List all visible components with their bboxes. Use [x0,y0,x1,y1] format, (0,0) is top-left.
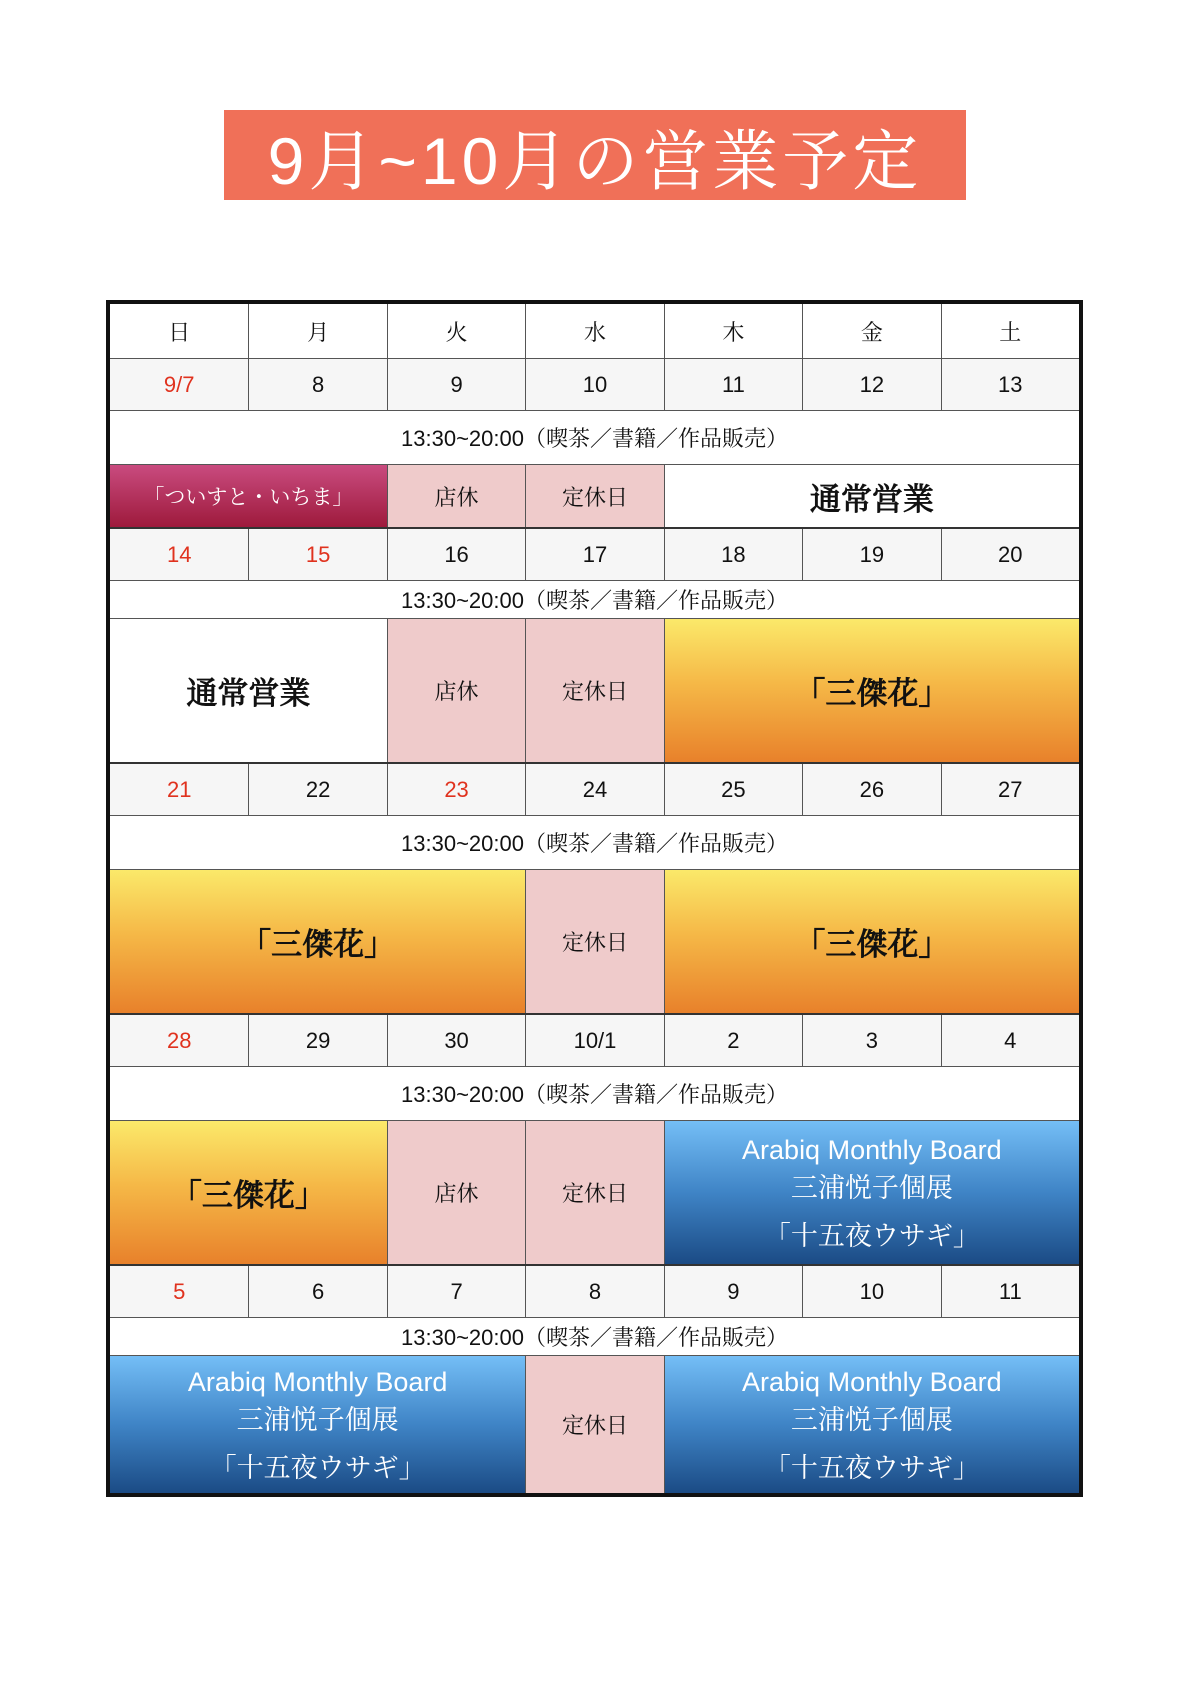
business-hours: 13:30~20:00（喫茶／書籍／作品販売） [401,426,788,451]
date-cell-holiday: 14 [166,541,192,567]
date-cell: 11 [941,1266,1079,1317]
date-cell: 7 [387,1266,525,1317]
hours-row [110,1067,1079,1121]
date-cell: 10 [802,1266,940,1317]
event-row [110,1356,1079,1493]
date-cell: 12 [802,359,940,410]
weekday-wed: 水 [525,304,663,358]
schedule-calendar [106,300,1083,1497]
date-cell-holiday: 15 [248,529,386,580]
date-cell-holiday: 9/7 [163,371,195,397]
weekday-mon: 月 [248,304,386,358]
weekday-header-row [110,304,1079,359]
date-cell: 13 [941,359,1079,410]
event-sanketsuka: 「三傑花」 [110,870,525,1013]
weekday-sun: 日 [168,319,191,345]
event-store-closed: 店休 [387,619,525,762]
event-twist-ichima: 「ついすと・いちま」 [110,465,387,527]
event-regular-holiday: 定休日 [525,465,663,527]
hours-row [110,581,1079,619]
date-cell: 6 [248,1266,386,1317]
week-1 [110,359,1079,529]
event-sanketsuka: 「三傑花」 [664,870,1079,1013]
hours-row [110,411,1079,465]
date-cell: 27 [941,764,1079,815]
date-cell: 10 [525,359,663,410]
event-arabiq-exhibition [110,1356,525,1493]
week-2 [110,529,1079,764]
date-cell: 8 [248,359,386,410]
business-hours: 13:30~20:00（喫茶／書籍／作品販売） [401,1082,788,1107]
exhibition-artist: 三浦悦子個展 [236,1404,399,1435]
date-cell: 10/1 [525,1015,663,1066]
date-cell: 9 [387,359,525,410]
date-cell-holiday: 21 [166,776,192,802]
weekday-fri: 金 [802,304,940,358]
event-regular-holiday: 定休日 [525,1356,663,1493]
page-title-text: 9月~10月の営業予定 [267,123,923,198]
event-regular-holiday: 定休日 [525,619,663,762]
week-3 [110,764,1079,1015]
event-row [110,465,1079,529]
date-cell: 20 [941,529,1079,580]
exhibition-board-name: Arabiq Monthly Board [187,1366,448,1397]
date-cell: 11 [664,359,802,410]
date-cell: 2 [664,1015,802,1066]
event-row [110,870,1079,1015]
date-cell: 29 [248,1015,386,1066]
date-cell-holiday: 23 [387,764,525,815]
exhibition-title: 「十五夜ウサギ」 [763,1220,980,1251]
date-cell: 18 [664,529,802,580]
date-row [110,359,1079,411]
date-cell: 9 [664,1266,802,1317]
event-store-closed: 店休 [387,465,525,527]
exhibition-board-name: Arabiq Monthly Board [742,1134,1002,1165]
date-cell: 19 [802,529,940,580]
date-row [110,1266,1079,1318]
date-row [110,529,1079,581]
business-hours: 13:30~20:00（喫茶／書籍／作品販売） [401,1325,788,1350]
exhibition-title: 「十五夜ウサギ」 [763,1452,980,1483]
exhibition-title: 「十五夜ウサギ」 [209,1452,426,1483]
date-cell: 26 [802,764,940,815]
event-sanketsuka: 「三傑花」 [110,1121,387,1264]
event-arabiq-exhibition [664,1121,1079,1264]
hours-row [110,1318,1079,1356]
date-cell: 16 [387,529,525,580]
date-row [110,1015,1079,1067]
event-sanketsuka: 「三傑花」 [664,619,1079,762]
date-row [110,764,1079,816]
date-cell: 8 [525,1266,663,1317]
event-row [110,1121,1079,1266]
event-store-closed: 店休 [387,1121,525,1264]
week-5 [110,1266,1079,1493]
page-title [224,110,966,200]
event-arabiq-exhibition [664,1356,1079,1493]
event-regular-business: 通常営業 [110,619,387,762]
date-cell: 22 [248,764,386,815]
weekday-tue: 火 [387,304,525,358]
weekday-thu: 木 [664,304,802,358]
date-cell: 17 [525,529,663,580]
event-regular-holiday: 定休日 [525,1121,663,1264]
exhibition-artist: 三浦悦子個展 [790,1404,953,1435]
date-cell: 30 [387,1015,525,1066]
business-hours: 13:30~20:00（喫茶／書籍／作品販売） [401,588,788,613]
event-row [110,619,1079,764]
date-cell-holiday: 28 [166,1027,192,1053]
event-regular-holiday: 定休日 [525,870,663,1013]
business-hours: 13:30~20:00（喫茶／書籍／作品販売） [401,831,788,856]
date-cell: 4 [941,1015,1079,1066]
date-cell-holiday: 5 [173,1278,186,1304]
weekday-sat: 土 [941,304,1079,358]
exhibition-board-name: Arabiq Monthly Board [742,1366,1002,1397]
event-regular-business: 通常営業 [664,465,1079,527]
exhibition-artist: 三浦悦子個展 [790,1172,953,1203]
date-cell: 3 [802,1015,940,1066]
week-4 [110,1015,1079,1266]
date-cell: 24 [525,764,663,815]
date-cell: 25 [664,764,802,815]
hours-row [110,816,1079,870]
